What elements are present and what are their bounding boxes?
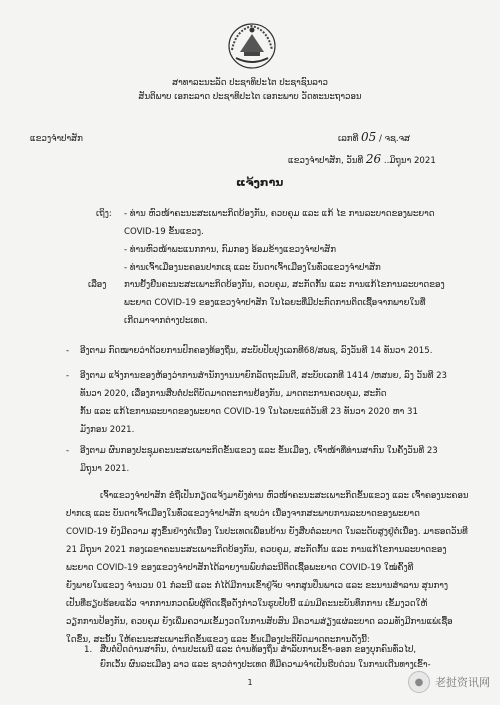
date-day: 26 (365, 152, 382, 166)
reference-line: ມິຖຸນາ 2021. (80, 464, 130, 474)
body-line: ເຈົ້າແຂວງຈຳປາສັກ ຂໍຖືເປັນກຽດແຈ້ງມາຍັງທ່ານ ຫົວໜ້າຄະນະສະເພາະກິດຂັ້ນແຂວງ ແລະ ເຈົ້າຄອງນະຄອນ (100, 491, 469, 501)
subject-label: ເລື່ອງ (88, 280, 107, 290)
header-line-2: ສັນຕິພາບ ເອກະລາດ ປະຊາທິປະໄຕ ເອກະພາບ ວັດທະນະຖາວອນ (138, 92, 362, 102)
body-line: ພະຍາດ COVID-19 ຂອງແຂວງຈຳປາສັກໄດ້ລາຍງານພົບກໍລະນີຕິດເຊື້ອພະຍາດ COVID-19 ໃໝ່ຄົ້ງທີ (66, 563, 414, 573)
doc-number-value: 05 (360, 130, 377, 144)
reference-bullet: - (66, 346, 70, 356)
reference-line: ທັນວາ 2020, ເລື່ອງການສືບຕໍ່ປະຕິບັດມາດຕະການຢ້ອງກັນ, ມາດຕະການຄວບຄຸມ, ສະກັດ (80, 389, 387, 399)
date-place: ແຂວງຈຳປາສັກ, ວັນທີ (288, 156, 364, 166)
to-line: - ທ່ານຫົວໜ້າພະແນກການ, ກົມກອງ ອ້ອມຂ້າງແຂວງຈຳປາສັກ (124, 245, 336, 255)
body-line: ຍັງພາຍໃນແຂວງ ຈຳນວນ 01 ກໍລະນີ ແລະ ກໍ່ໄດ້ມີການເຂົ້າຢູ່ຈັບ ຈາກສູນປິ່ນພາເວ ແລະ ຂະນານສຳລານ ສຸນກາງ (66, 581, 449, 591)
reference-line: ອີງຕາມ ແຈ້ງການຂອງຫ້ອງວ່າການສຳນັກງານນາຍົກລັດຖະມົນຕີ, ສະບັບເລກທີ 1414 /ຫສນຍ, ລົງ ວັນທີ 23 (80, 371, 448, 381)
reference-line: ອີງຕາມ ຜົນກອງປະຊຸມຄະນະສະເພາະກິດຂັ້ນແຂວງ ແລະ ຂັ້ນເມືອງ, ເຈົ້າໜ້າທີ່ທ່ານສາກົນ ໃນຄັ້ງວັນທີ 23 (80, 446, 438, 456)
body-line: ປາກເຊ ແລະ ບັນດາເຈົ້າເມືອງໃນທົ່ວແຂວງຈຳປາສັກ ຊາບວ່າ ເນື່ອງຈາກສະພາບການລະບາດຂອງພະຍາດ (66, 509, 420, 519)
subject-line: ການຢັ້ງຢືນຄະນະສະເພາະກິດບ້ອງກັນ, ຄວບຄຸມ, ສະກັດກັ້ນ ແລະ ການແກ້ໄຂການລະບາດຂອງ (124, 280, 445, 290)
page-number: 1 (247, 678, 253, 687)
subject-line: ພະຍາດ COVID-19 ຂອງແຂວງຈຳປາສັກ ໃນໄລຍະທີ່ມີປະກົດການຕິດເຊື້ອຈາກພາຍໃນທີ່ (124, 298, 426, 308)
national-emblem-icon (226, 20, 278, 70)
wechat-icon: ● (408, 671, 430, 693)
item-line: ສືບຕໍ່ປິດດ່ານສາກົນ, ດ່ານປະເພນີ ແລະ ດ່ານທ້ອງຖິ່ນ ສຳລັບການເຂົ້າ-ອອກ ຂອງບຸກຄົນທົ່ວໄປ, (100, 645, 417, 655)
watermark-text: 老挝资讯网 (435, 676, 490, 689)
doc-number-suffix: / ຈຊ.ຈສ (378, 134, 411, 144)
body-line: 21 ມິຖຸນາ 2021 ກອງເລຂາຄະນະສະເພາະກິດບ້ອງກັນ, ຄວບຄຸມ, ສະກັດກັ້ນ ແລະ ການແກ້ໄຂການລະບາດຂອງ (66, 545, 447, 555)
body-line: COVID-19 ຍັງມີຄວາມ ສູງຂຶ້ນຢ່າງຕໍ່ເນື່ອງ ໃນປະເທດເພື່ອນບ້ານ ຍັງສືບຕໍ່ລະບາດ ໃນລະດັບສູງຢູ່ຕໍ່ເນື່ອງ. ມາຮອດວັນທີ (66, 527, 468, 537)
body-line: ວຽກການປ້ອງກັນ, ຄວບຄຸມ ຍັງເພີ່ມຄວາມເຂັ້ມງວດໃນການສັບສົນ ມີຄວາມສ່ຽງແຜ່ລະບາດ ລວມທັງມີການແພ່ເຊື້ອ (66, 617, 453, 627)
to-line: COVID-19 ຂັ້ນແຂວງ. (124, 227, 204, 237)
issuer: ແຂວງຈຳປາສັກ (30, 134, 83, 144)
subject-line: ເກີດມາຈາກຕ່າງປະເທດ. (124, 316, 208, 326)
item-number: 1. (84, 645, 93, 655)
document-number (338, 130, 410, 144)
body-line: ໃດຂຶ້ນ, ສະນັ້ນ ໃຫ້ຄະນະສະເພາະກິດຂັ້ນແຂວງ ແລະ ຂັ້ນເມືອງປະຕິບັດມາດຕະການດັ່ງນີ້: (66, 635, 370, 645)
reference-bullet: - (66, 446, 70, 456)
reference-line: ອີງຕາມ ກົດໝາຍວ່າດ້ວຍການປົກຄອງທ້ອງຖິ່ນ, ສະບັບປັບປຸງເລກທີ68/ສພຊ, ລົງວັນທີ 14 ທັນວາ 2015. (80, 346, 433, 356)
watermark (408, 671, 490, 693)
date-line (288, 152, 436, 166)
item-line: ຍົກເວັ້ນ ຜົນລະເມືອງ ລາວ ແລະ ຊາວຕ່າງປະເທດ ທີ່ມີຄວາມຈຳເປັນຮີບດ່ວນ ໃນການເດີນທາງເຂົ້າ- (100, 660, 431, 670)
to-line: - ທ່ານເຈົ້າເມືອງນະຄອນປາກເຊ ແລະ ບັນດາເຈົ້າເມືອງໃນທົ່ວແຂວງຈຳປາສັກ (124, 263, 381, 273)
reference-line: ມັງກອນ 2021. (80, 425, 135, 435)
to-label: ເຖິງ: (96, 209, 112, 219)
reference-bullet: - (66, 371, 70, 381)
header-line-1: ສາທາລະນະລັດ ປະຊາທິປະໄຕ ປະຊາຊົນລາວ (172, 78, 328, 88)
document-title: ແຈ້ງການ (236, 176, 284, 189)
doc-number-prefix: ເລກທີ (338, 134, 359, 144)
to-line: - ທ່ານ ຫົວໜ້າຄະນະສະເພາະກິດບ້ອງກັນ, ຄວບຄຸມ ແລະ ແກ້ ໄຂ ການລະບາດຂອງພະຍາດ (124, 209, 435, 219)
reference-line: ກັ້ນ ແລະ ແກ້ໄຂການລະບາດຂອງພະຍາດ COVID-19 ໃນໄລຍະແຕ່ວັນທີ 23 ທັນວາ 2020 ຫາ 31 (80, 407, 418, 417)
date-rest: ..ມິຖຸນາ 2021 (383, 156, 436, 166)
body-line: ເປັນທີ່ຮຽບຮ້ອຍແລ້ວ ຈາກການກວດພົບຜູ້ຕິດເຊື້ອດັ່ງກ່າວໃນຮູບປັບນີ້ ແມ່ນມີຄະນະບັນທຶກການ ເຂັ້ມງວດໃຫ້ (66, 599, 428, 609)
